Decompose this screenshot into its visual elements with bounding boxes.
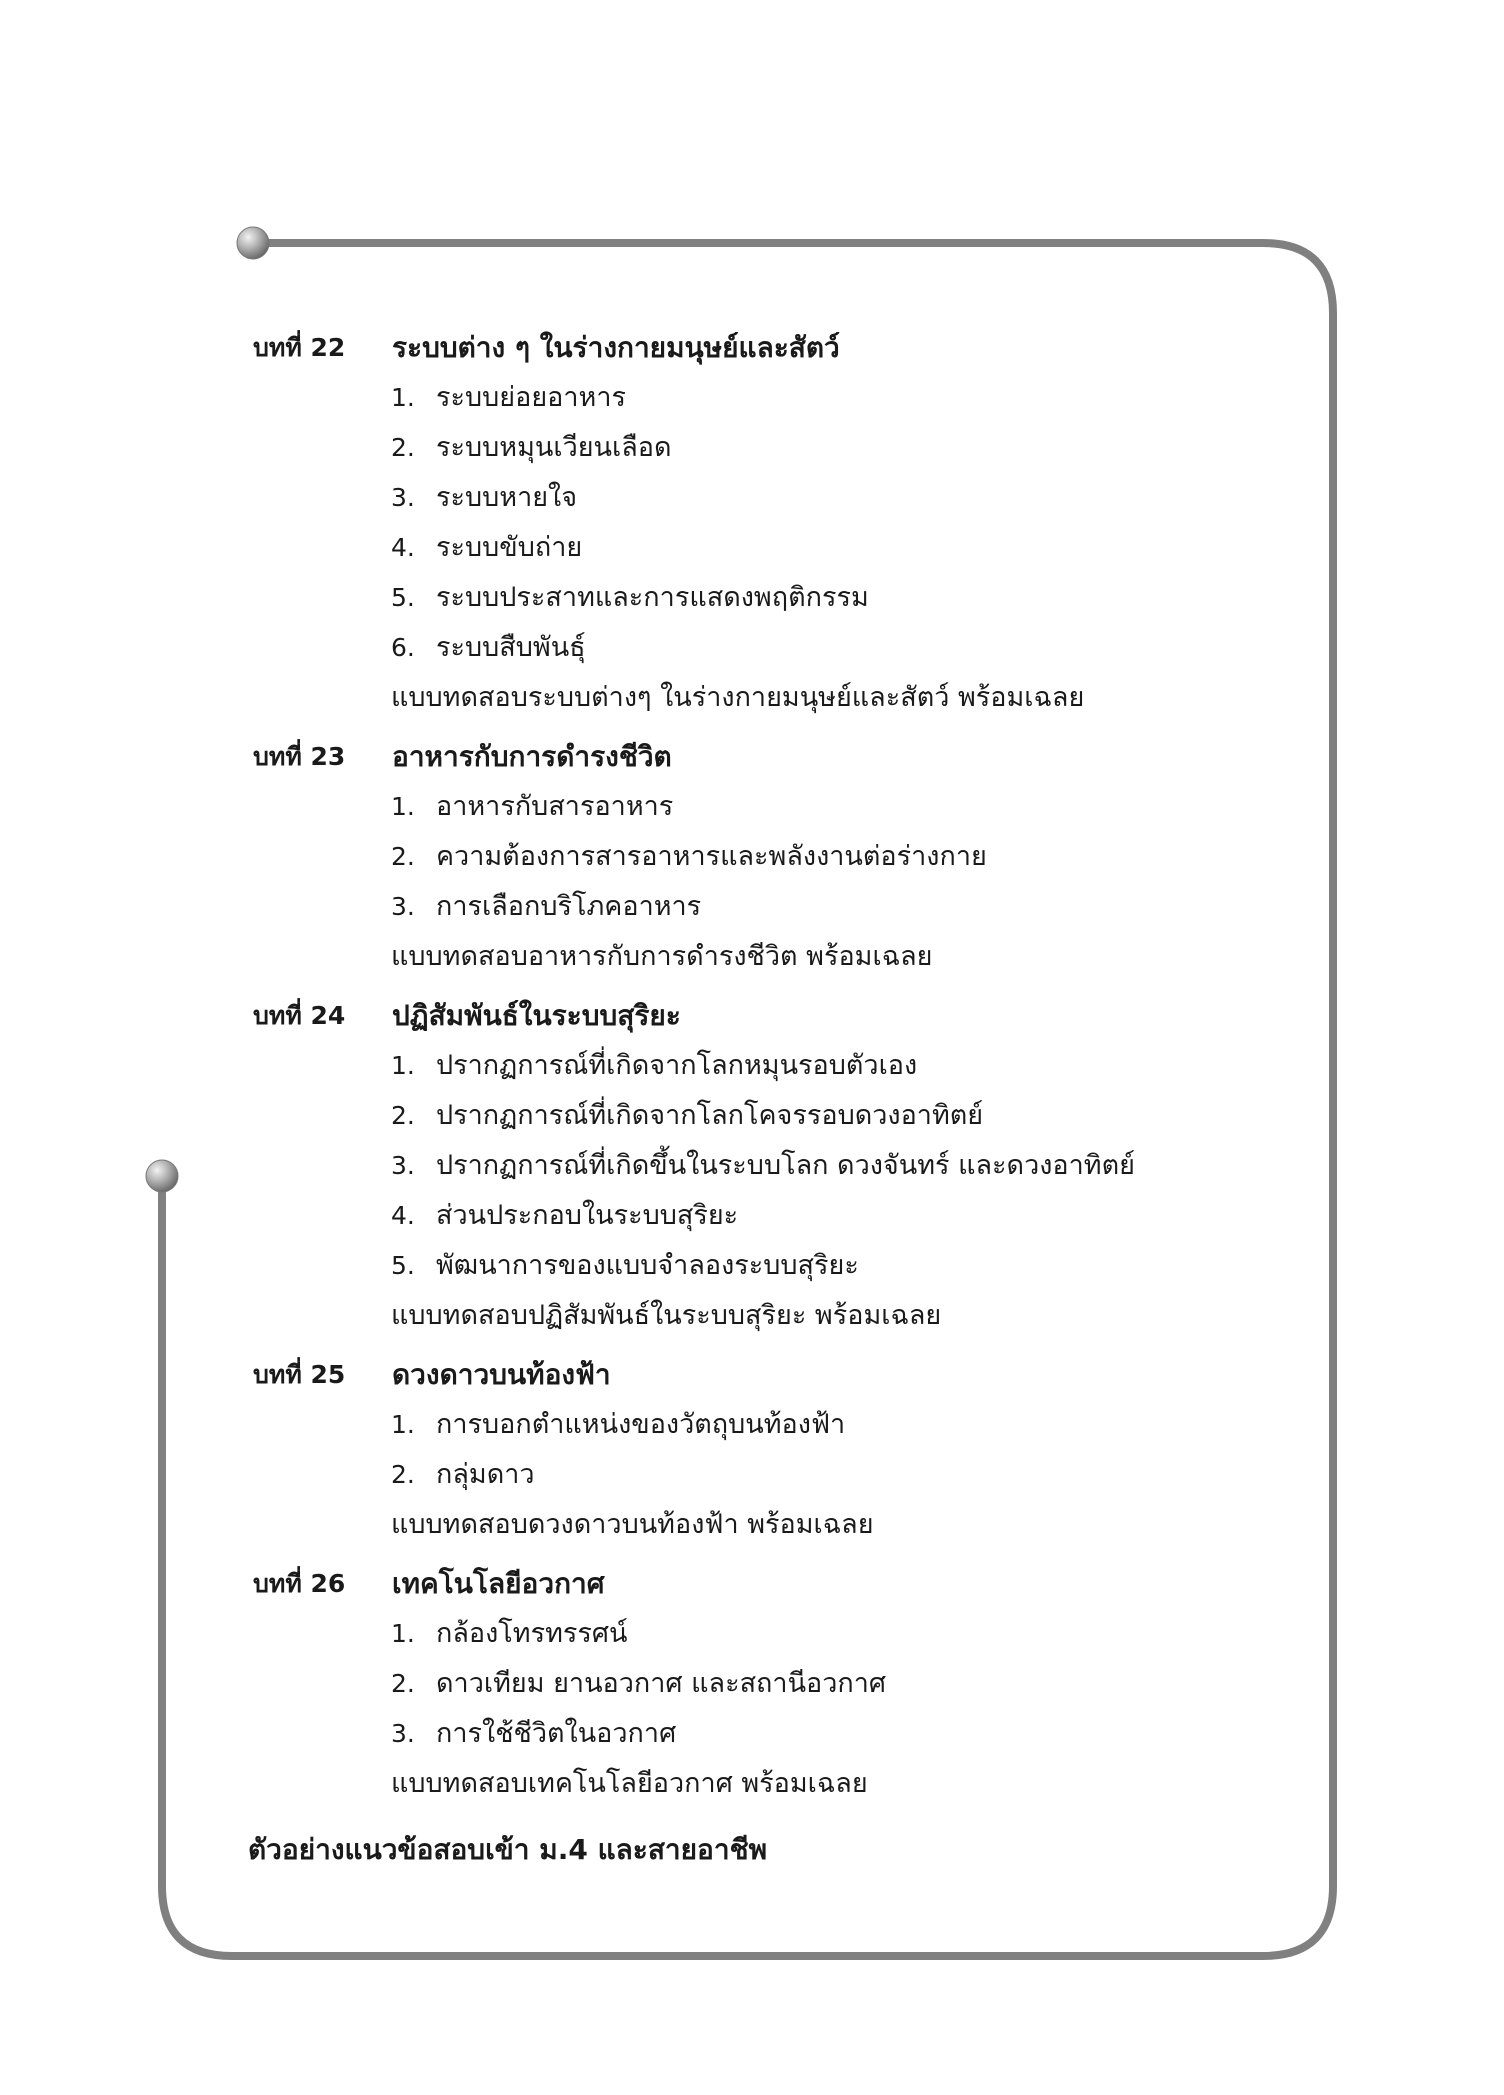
item-text: ปรากฏการณ์ที่เกิดขึ้นในระบบโลก ดวงจันทร์ และดวงอาทิตย์ (436, 1150, 1135, 1181)
item-number: 1. (391, 383, 415, 412)
chapter-title: เทคโนโลยีอวกาศ (392, 1567, 605, 1600)
item-number: 1. (391, 1410, 415, 1439)
item-number: 3. (391, 1151, 415, 1180)
test-text: แบบทดสอบอาหารกับการดำรงชีวิต พร้อมเฉลย (391, 941, 933, 972)
item-text: อาหารกับสารอาหาร (436, 791, 674, 822)
chapter-title: ระบบต่าง ๆ ในร่างกายมนุษย์และสัตว์ (392, 331, 840, 364)
item-number: 2. (391, 433, 415, 462)
test-text: แบบทดสอบปฏิสัมพันธ์ในระบบสุริยะ พร้อมเฉลย (391, 1300, 942, 1331)
item-text: ระบบหมุนเวียนเลือด (436, 432, 672, 463)
item-number: 1. (391, 1051, 415, 1080)
item-text: ระบบประสาทและการแสดงพฤติกรรม (436, 582, 869, 613)
item-number: 3. (391, 1719, 415, 1748)
chapter-title: อาหารกับการดำรงชีวิต (392, 740, 672, 773)
chapter-label: บทที่ 22 (253, 333, 346, 362)
item-number: 5. (391, 583, 415, 612)
item-number: 2. (391, 842, 415, 871)
chapter-label: บทที่ 23 (253, 742, 346, 771)
chapter-label: บทที่ 25 (253, 1360, 346, 1389)
item-number: 3. (391, 892, 415, 921)
item-text: ระบบสืบพันธุ์ (436, 632, 586, 663)
item-text: ความต้องการสารอาหารและพลังงานต่อร่างกาย (436, 841, 987, 872)
item-number: 2. (391, 1101, 415, 1130)
item-number: 1. (391, 792, 415, 821)
test-text: แบบทดสอบเทคโนโลยีอวกาศ พร้อมเฉลย (391, 1768, 868, 1799)
chapter-title: ปฏิสัมพันธ์ในระบบสุริยะ (392, 999, 681, 1032)
item-text: ระบบหายใจ (436, 482, 578, 513)
item-text: ดาวเทียม ยานอวกาศ และสถานีอวกาศ (436, 1668, 887, 1699)
item-text: ปรากฏการณ์ที่เกิดจากโลกหมุนรอบตัวเอง (436, 1050, 918, 1081)
chapter-label: บทที่ 26 (253, 1569, 346, 1598)
item-number: 5. (391, 1251, 415, 1280)
test-text: แบบทดสอบระบบต่างๆ ในร่างกายมนุษย์และสัตว์ พร้อมเฉลย (391, 682, 1085, 713)
item-number: 3. (391, 483, 415, 512)
item-text: กล้องโทรทรรศน์ (436, 1618, 628, 1649)
item-text: การบอกตำแหน่งของวัตถุบนท้องฟ้า (436, 1409, 846, 1440)
test-text: แบบทดสอบดวงดาวบนท้องฟ้า พร้อมเฉลย (391, 1509, 874, 1540)
item-number: 2. (391, 1669, 415, 1698)
final-title: ตัวอย่างแนวข้อสอบเข้า ม.4 และสายอาชีพ (248, 1833, 768, 1866)
item-number: 6. (391, 633, 415, 662)
item-text: ระบบย่อยอาหาร (436, 382, 626, 413)
item-number: 4. (391, 533, 415, 562)
item-text: ส่วนประกอบในระบบสุริยะ (436, 1200, 739, 1231)
item-text: ระบบขับถ่าย (436, 532, 583, 563)
item-text: การเลือกบริโภคอาหาร (436, 891, 702, 922)
chapter-title: ดวงดาวบนท้องฟ้า (392, 1358, 611, 1391)
item-text: พัฒนาการของแบบจำลองระบบสุริยะ (436, 1250, 859, 1281)
item-text: ปรากฏการณ์ที่เกิดจากโลกโคจรรอบดวงอาทิตย์ (436, 1100, 984, 1131)
item-text: กลุ่มดาว (436, 1459, 535, 1490)
item-number: 1. (391, 1619, 415, 1648)
item-number: 2. (391, 1460, 415, 1489)
item-text: การใช้ชีวิตในอวกาศ (436, 1718, 677, 1749)
item-number: 4. (391, 1201, 415, 1230)
chapter-label: บทที่ 24 (253, 1001, 346, 1030)
